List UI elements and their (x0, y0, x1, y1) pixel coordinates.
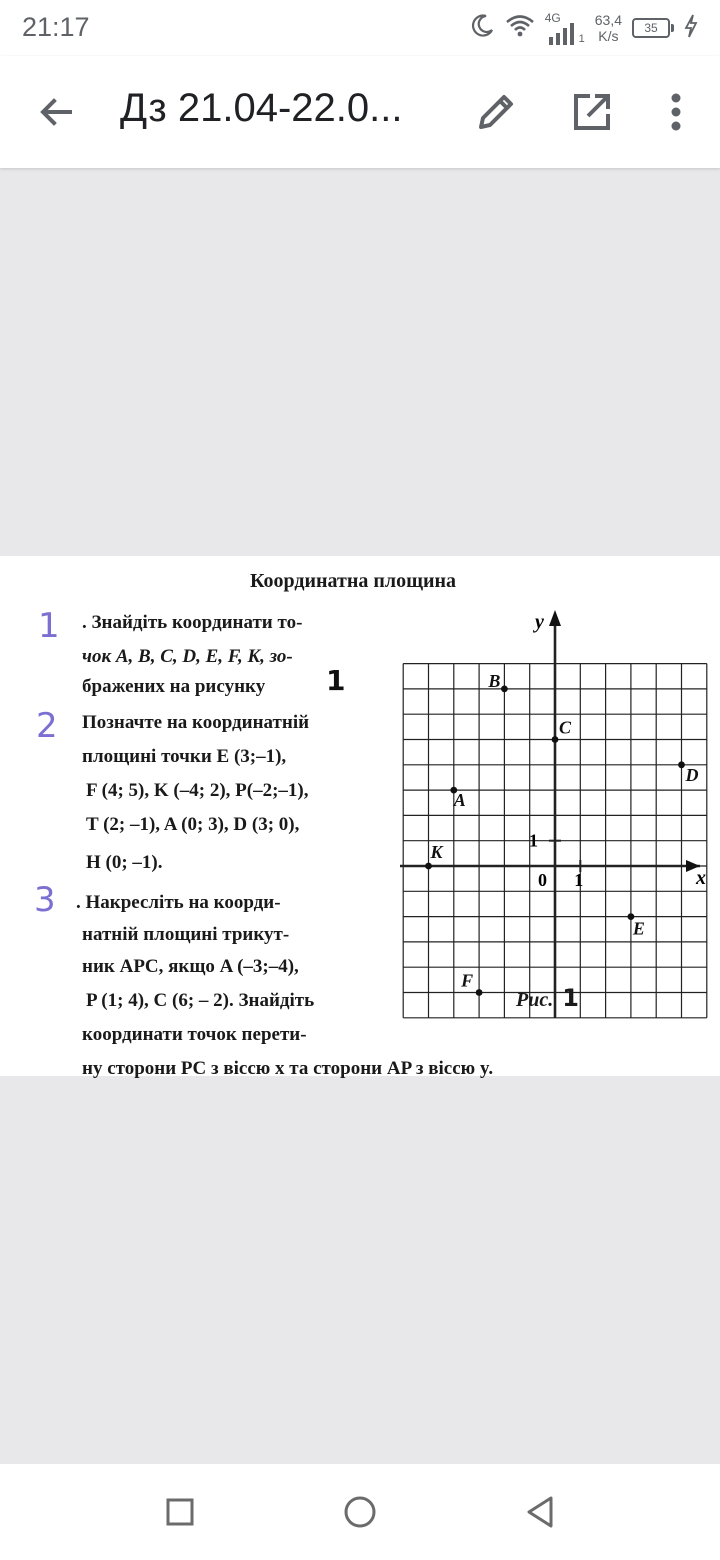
speed-value: 63,4 (594, 12, 622, 28)
handwritten-number: 2 (36, 706, 58, 746)
point-label-C: C (559, 717, 572, 738)
task1-line: чок A, B, C, D, E, F, K, зо- (82, 646, 293, 667)
x-axis-label: x (696, 867, 706, 889)
doc-heading: Координатна площина (250, 570, 457, 592)
signal-icon (545, 11, 585, 45)
axes (400, 610, 700, 1018)
origin-label: 0 (538, 870, 547, 890)
open-external-icon[interactable] (562, 82, 622, 142)
task2-line: площині точки E (3;–1), (82, 746, 287, 767)
figure-caption-text: Рис. (516, 989, 554, 1011)
point-D (678, 761, 685, 768)
document-title: Дз 21.04-22.0... (120, 86, 403, 130)
handwritten-number: 1 (38, 606, 60, 646)
edit-pencil-icon[interactable] (466, 82, 526, 142)
wifi-icon (505, 13, 535, 44)
document-page (0, 556, 720, 1079)
task1-line: бражених на рисунку (82, 676, 266, 697)
task2-line: H (0; –1). (86, 852, 163, 873)
y-axis-label: y (535, 611, 544, 633)
point-K (425, 863, 432, 870)
point-label-F: F (461, 970, 474, 991)
y-axis-arrow (549, 610, 561, 626)
speed-unit: K/s (598, 28, 619, 44)
handwritten-number: 3 (34, 880, 56, 920)
battery-icon (632, 18, 674, 38)
point-label-A: A (453, 790, 466, 811)
point-label-E: E (632, 918, 645, 939)
task2-line: F (4; 5), K (–4; 2), P(–2;–1), (86, 780, 309, 801)
charging-icon (684, 14, 698, 43)
navigation-bar (0, 1464, 720, 1560)
coordinate-grid-figure (400, 606, 710, 991)
back-arrow-icon[interactable] (26, 82, 86, 142)
back-icon[interactable] (510, 1484, 570, 1540)
point-label-K: K (430, 842, 443, 862)
battery-level: 35 (632, 18, 670, 38)
task3-line: P (1; 4), C (6; – 2). Знайдіть (86, 990, 315, 1011)
task3-line: . Накресліть на коорди- (76, 892, 281, 913)
task2-line: Позначте на координатній (82, 712, 310, 733)
app-bar (0, 56, 720, 168)
figure-caption-number: 1 (562, 984, 579, 1012)
status-time: 21:17 (22, 12, 90, 42)
network-type-label: 4G (544, 11, 561, 25)
task1-line: . Знайдіть координати то- (82, 612, 303, 633)
task3-line: ник APC, якщо A (–3;–4), (82, 956, 299, 977)
task3-line: натній площині трикут- (82, 924, 290, 945)
status-bar (0, 0, 720, 56)
task3-line: ну сторони PC з віссю x та сторони AP з віссю y. (82, 1058, 494, 1079)
point-C (552, 736, 559, 743)
points-layer (425, 671, 698, 996)
point-B (501, 686, 508, 693)
home-icon[interactable] (330, 1484, 390, 1540)
moon-icon (469, 13, 495, 44)
figure-caption (516, 984, 579, 1012)
point-label-B: B (488, 670, 501, 691)
signal-sub-label: 1 (578, 33, 585, 45)
unit-y-label: 1 (529, 830, 538, 851)
point-label-D: D (685, 764, 699, 785)
task3-line: координати точок перети- (82, 1024, 307, 1045)
task2-line: T (2; –1), A (0; 3), D (3; 0), (86, 814, 300, 835)
recent-apps-icon[interactable] (150, 1484, 210, 1540)
point-F (476, 989, 483, 996)
network-speed (595, 12, 622, 44)
unit-x-label: 1 (574, 870, 584, 890)
more-vert-icon[interactable] (646, 82, 706, 142)
handwritten-figure-number: 1 (326, 664, 346, 697)
status-icons (469, 8, 698, 48)
